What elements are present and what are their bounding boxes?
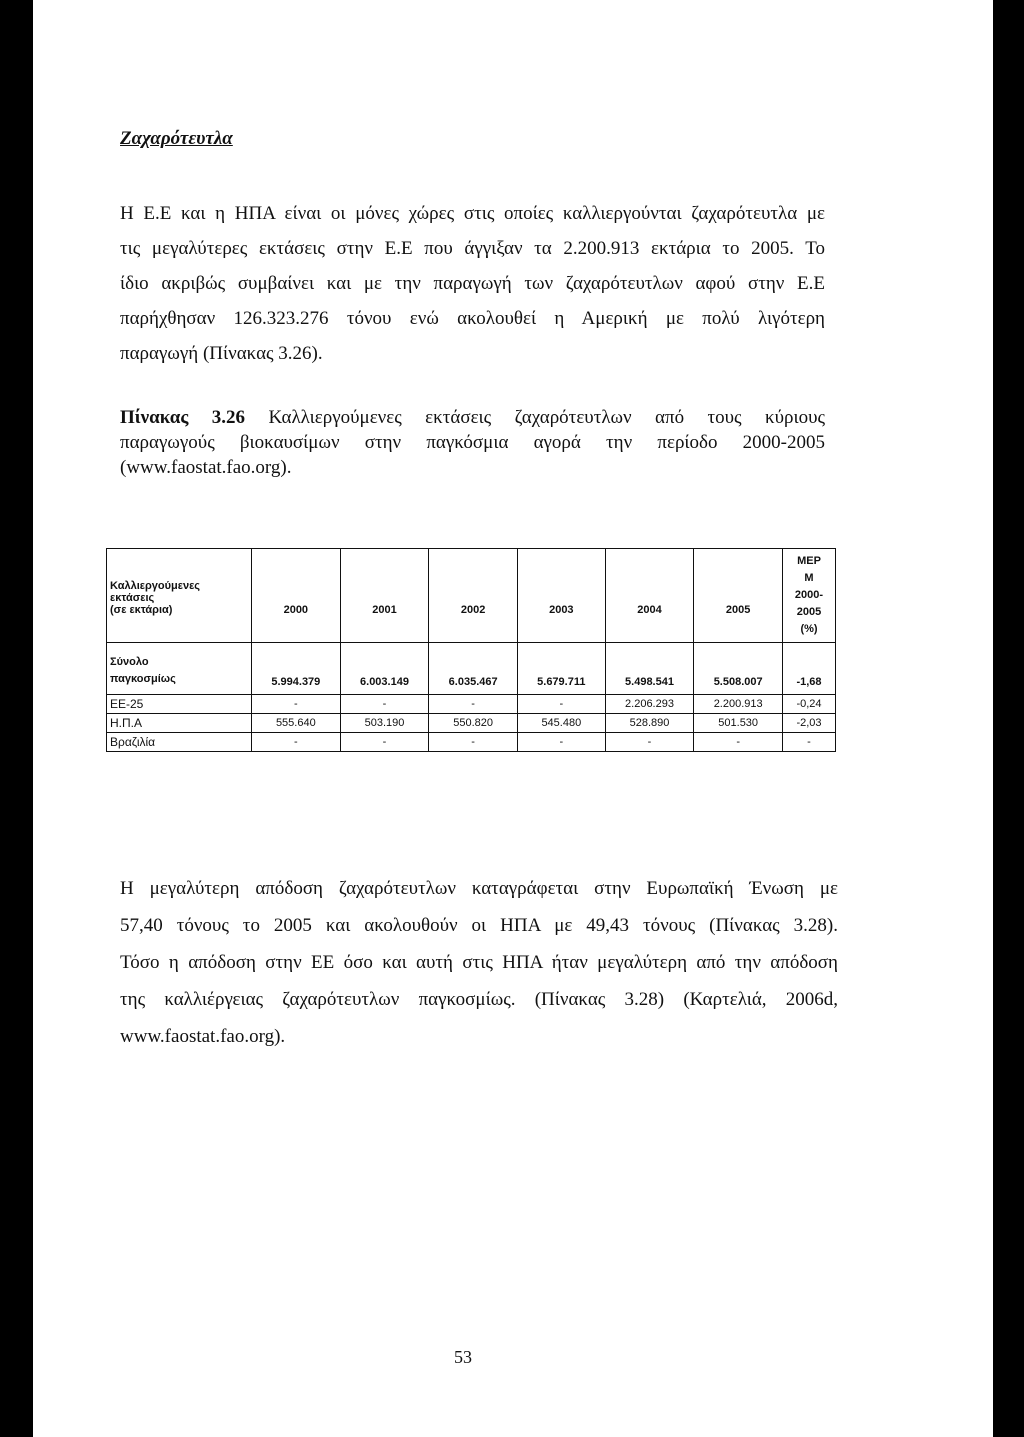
table-cell: -	[605, 733, 694, 752]
yield-paragraph	[120, 870, 838, 1055]
row-label: Η.Π.Α	[107, 714, 252, 733]
table-caption	[120, 405, 825, 480]
row-label: ΕΕ-25	[107, 695, 252, 714]
table-cell: 5.679.711	[517, 643, 605, 695]
paragraph-line: Η Ε.Ε και η ΗΠΑ είναι οι μόνες χώρες στις οποίες καλλιεργούνται ζαχαρότευτλα με	[120, 203, 825, 224]
table-cell: -	[517, 733, 605, 752]
table-cell: 2.206.293	[605, 695, 694, 714]
section-heading: Ζαχαρότευτλα	[120, 128, 233, 149]
page-number: 53	[454, 1347, 472, 1367]
paragraph-line: της καλλιέργειας ζαχαρότευτλων παγκοσμίως. (Πίνακας 3.28) (Καρτελιά, 2006d,	[120, 989, 838, 1010]
year-header: 2003	[517, 549, 605, 643]
caption-text: Καλλιεργούμενες εκτάσεις ζαχαρότευτλων από τους κύριους	[268, 407, 826, 428]
year-header: 2002	[429, 549, 518, 643]
paragraph-line: Η μεγαλύτερη απόδοση ζαχαρότευτλων καταγράφεται στην Ευρωπαϊκή Ένωση με	[120, 878, 838, 899]
table-cell: 5.508.007	[694, 643, 783, 695]
table-cell: 2.200.913	[694, 695, 783, 714]
table-row	[107, 695, 836, 714]
table-corner-header: Καλλιεργούμενες εκτάσεις (σε εκτάρια)	[107, 549, 252, 643]
row-label: Βραζιλία	[107, 733, 252, 752]
cultivated-area-table	[106, 548, 836, 752]
table-cell: 555.640	[252, 714, 341, 733]
table-cell: 550.820	[429, 714, 518, 733]
table-cell: 6.003.149	[340, 643, 429, 695]
table-cell: 5.498.541	[605, 643, 694, 695]
table-cell: -	[340, 733, 429, 752]
paragraph-line: Τόσο η απόδοση στην ΕΕ όσο και αυτή στις ΗΠΑ ήταν μεγαλύτερη από την απόδοση	[120, 952, 838, 973]
paragraph-line: τις μεγαλύτερες εκτάσεις στην Ε.Ε που άγγιξαν τα 2.200.913 εκτάρια το 2005. Το	[120, 238, 825, 259]
paragraph-line: παραγωγή (Πίνακας 3.26).	[120, 343, 323, 364]
caption-table-number: Πίνακας 3.26	[120, 407, 246, 428]
table-cell: -	[429, 733, 518, 752]
table-cell: 545.480	[517, 714, 605, 733]
table-cell: -	[252, 733, 341, 752]
table-cell: -	[517, 695, 605, 714]
table-row	[107, 733, 836, 752]
year-header: 2000	[252, 549, 341, 643]
mer-header: ΜΕΡ Μ 2000- 2005 (%)	[783, 549, 836, 643]
paragraph-line: παρήχθησαν 126.323.276 τόνου ενώ ακολουθεί η Αμερική με πολύ λιγότερη	[120, 308, 825, 329]
document-page	[33, 0, 993, 1437]
year-header: 2001	[340, 549, 429, 643]
mer-cell: -2,03	[783, 714, 836, 733]
table-cell: -	[252, 695, 341, 714]
mer-cell: -	[783, 733, 836, 752]
mer-cell: -1,68	[783, 643, 836, 695]
mer-cell: -0,24	[783, 695, 836, 714]
table-cell: -	[340, 695, 429, 714]
table-cell: 5.994.379	[252, 643, 341, 695]
intro-paragraph	[120, 196, 825, 371]
row-label: Σύνολο παγκοσμίως	[107, 643, 252, 695]
caption-line: παραγωγούς βιοκαυσίμων στην παγκόσμια αγορά την περίοδο 2000-2005	[120, 432, 825, 453]
table-cell: 528.890	[605, 714, 694, 733]
paragraph-line: www.faostat.fao.org).	[120, 1026, 286, 1047]
table-header-row	[107, 549, 836, 643]
table-cell: -	[694, 733, 783, 752]
year-header: 2004	[605, 549, 694, 643]
paragraph-line: ίδιο ακριβώς συμβαίνει και με την παραγωγή των ζαχαρότευτλων αφού στην Ε.Ε	[120, 273, 825, 294]
year-header: 2005	[694, 549, 783, 643]
table-cell: -	[429, 695, 518, 714]
table-cell: 503.190	[340, 714, 429, 733]
table-row	[107, 714, 836, 733]
table-row-world-total	[107, 643, 836, 695]
table-cell: 501.530	[694, 714, 783, 733]
paragraph-line: 57,40 τόνους το 2005 και ακολουθούν οι ΗΠΑ με 49,43 τόνους (Πίνακας 3.28).	[120, 915, 838, 936]
caption-line	[120, 405, 825, 430]
table-cell: 6.035.467	[429, 643, 518, 695]
caption-line: (www.faostat.fao.org).	[120, 457, 292, 478]
